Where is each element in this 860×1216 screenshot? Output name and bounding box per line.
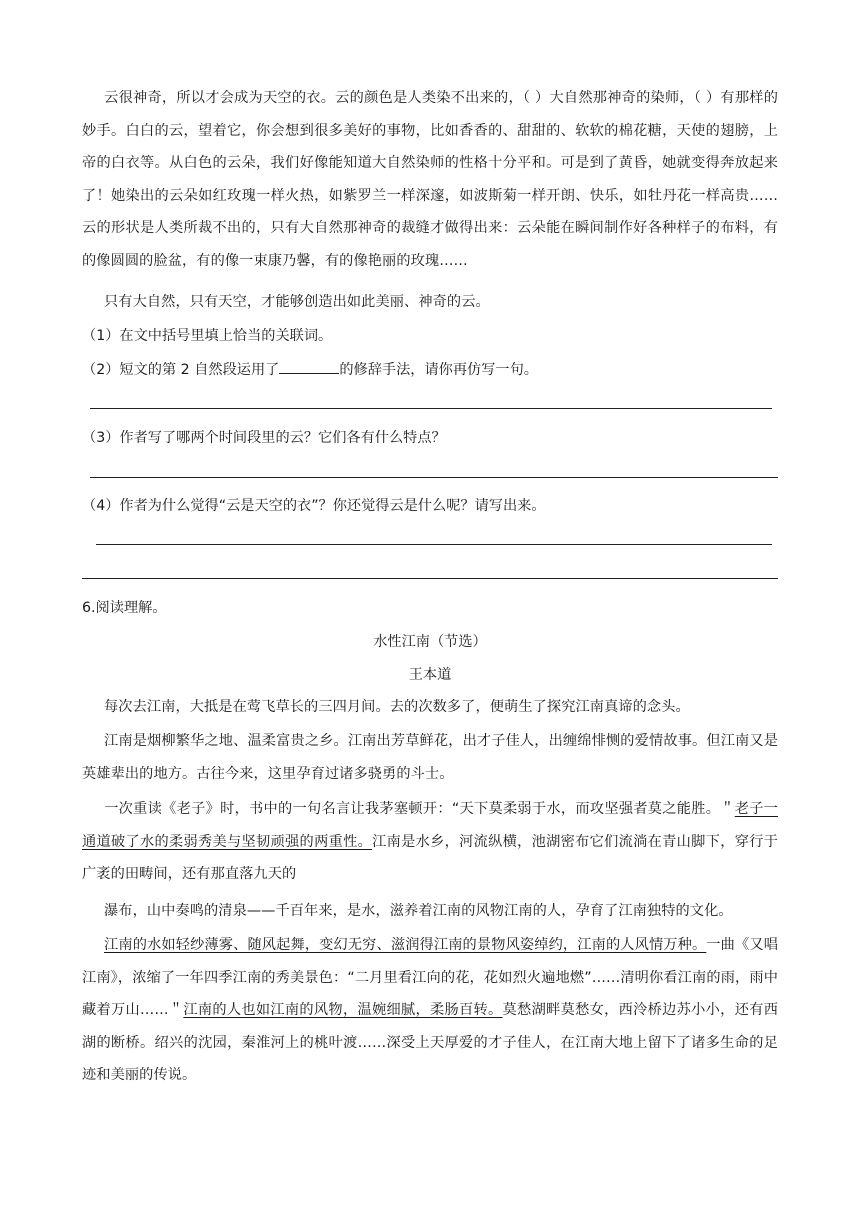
section-heading: 6.阅读理解。 <box>82 600 167 616</box>
answer-line-4a[interactable] <box>96 544 772 545</box>
question-4: （4）作者为什么觉得“云是天空的衣”？你还觉得云是什么呢？请写出来。 <box>82 498 546 514</box>
passage-paragraph-1: 云很神奇，所以才会成为天空的衣。云的颜色是人类染不出来的，（ ）大自然那神奇的染师，（ ）有那样的妙手。白白的云，望着它，你会想到很多美好的事物，比如香香的、甜甜的、软软的棉花糖，天使的翅膀，上帝的白衣等。从白色的云朵，我们好像能知道大自然染师的性格十分平和。可是到了黄昏，她就变得奔放起来了！她染出的云朵如红玫瑰一样火热，如紫罗兰一样深邃，如波斯菊一样开朗、快乐，如牡丹花一样高贵……云的形状是人类所裁不出的，只有大自然那神奇的裁缝才做得出来：云朵能在瞬间制作好各种样子的布料，有的像圆圆的脸盆，有的像一束康乃馨，有的像艳丽的玫瑰…… <box>82 90 778 269</box>
answer-line-4b[interactable] <box>82 578 778 579</box>
article-paragraph-2: 江南是烟柳繁华之地、温柔富贵之乡。江南出芳草鲜花，出才子佳人，出缠绵悱恻的爱情故事。但江南又是英雄辈出的地方。古往今来，这里孕育过诸多骁勇的斗士。 <box>82 733 778 782</box>
question-1: （1）在文中括号里填上恰当的关联词。 <box>82 328 333 344</box>
underlined-sentence: 江南的人也如江南的风物，温婉细腻，柔肠百转。 <box>183 1002 503 1018</box>
answer-line-2[interactable] <box>90 408 772 409</box>
article-title: 水性江南（节选） <box>373 634 487 650</box>
underlined-sentence: 江南的水如轻纱薄雾、随风起舞，变幻无穷、滋润得江南的景物风姿绰约，江南的人风情万种。 <box>104 937 707 953</box>
question-3: （3）作者写了哪两个时间段里的云？它们各有什么特点？ <box>82 430 446 446</box>
passage-paragraph-2: 只有大自然，只有天空，才能够创造出如此美丽、神奇的云。 <box>104 294 490 310</box>
underlined-sentence: 老子一通道破了水的柔弱秀美与坚韧顽强的两重性。 <box>82 801 778 850</box>
fill-blank[interactable] <box>279 359 339 374</box>
article-paragraph-1: 每次去江南，大抵是在莺飞草长的三四月间。去的次数多了，便萌生了探究江南真谛的念头。 <box>104 699 690 715</box>
answer-line-3[interactable] <box>90 477 778 478</box>
article-paragraph-3: 一次重读《老子》时，书中的一句名言让我茅塞顿开：“天下莫柔弱于水，而攻坚强者莫之能胜。＂老子一通道破了水的柔弱秀美与坚韧顽强的两重性。江南是水乡，河流纵横，池湖密布它们流淌在青山脚下，穿行于广袤的田畴间，还有那直落九天的 <box>82 801 778 882</box>
article-paragraph-4: 瀑布，山中奏鸣的清泉——千百年来，是水，滋养着江南的风物江南的人，孕育了江南独特的文化。 <box>104 903 733 919</box>
article-author: 王本道 <box>408 667 452 683</box>
question-2: （2）短文的第 2 自然段运用了 的修辞手法，请你再仿写一句。 <box>82 354 778 386</box>
article-paragraph-5: 江南的水如轻纱薄雾、随风起舞，变幻无穷、滋润得江南的景物风姿绰约，江南的人风情万种。一曲《又唱江南》，浓缩了一年四季江南的秀美景色：“二月里看江向的花，花如烈火遍地燃”……清明你看江南的雨，雨中藏着万山……＂江南的人也如江南的风物，温婉细腻，柔肠百转。莫愁湖畔莫愁女，西泠桥边苏小小，还有西湖的断桥。绍兴的沈园，秦淮河上的桃叶渡……深受上天厚爱的才子佳人，在江南大地上留下了诸多生命的足迹和美丽的传说。 <box>82 937 778 1083</box>
